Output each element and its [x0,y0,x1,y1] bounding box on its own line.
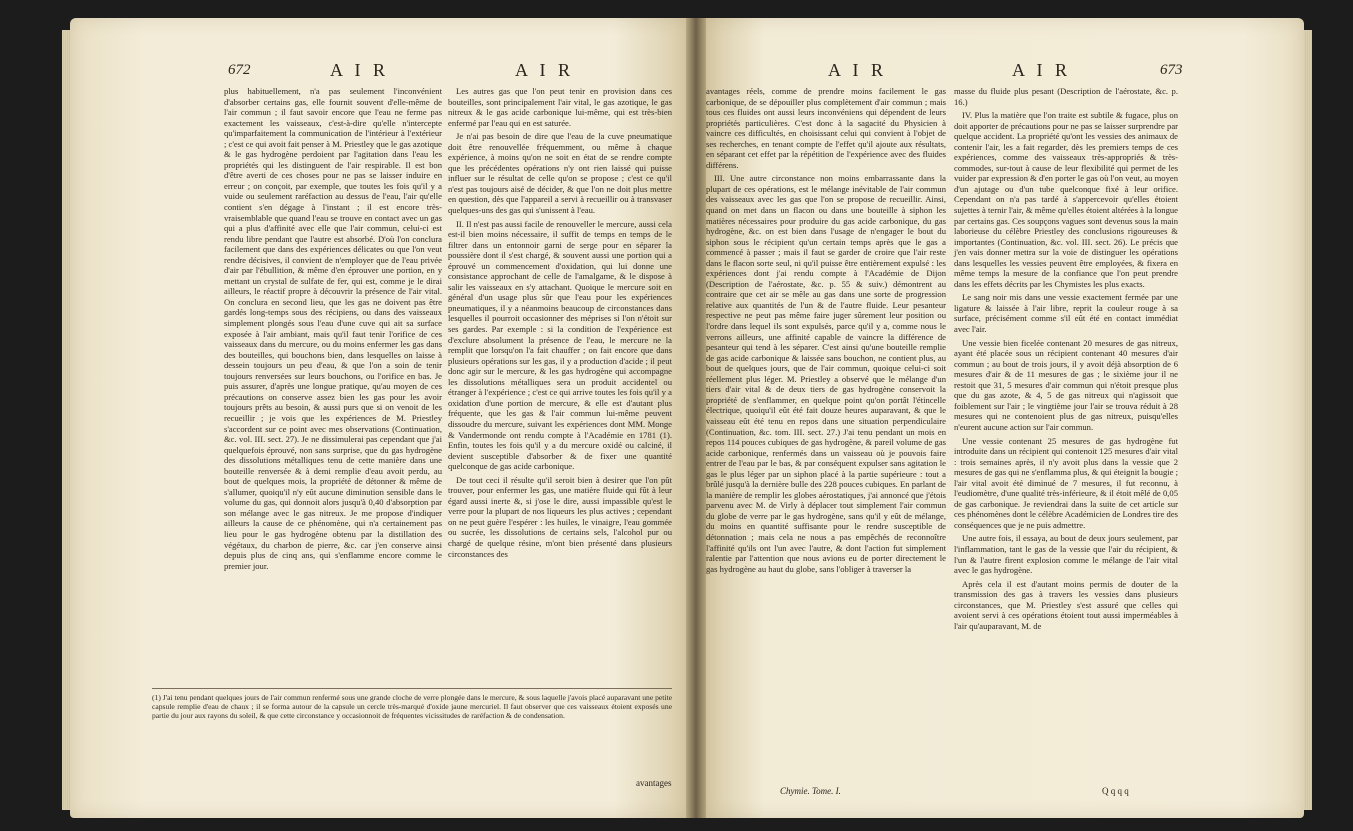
left-column-1 [224,86,442,686]
left-footnote: (1) J'ai tenu pendant quelques jours de l'air commun renfermé sous une grande cloche de verre plongée dans le mercure, & sous laquelle j'avois placé auparavant une petite capsule remplie d'eau de chaux ; il se forma autour de la capsule un cercle très-marqué d'oxide jaune mercuriel. Il faut observer que ces vaisseaux étoient exposés une partie du jour aux rayons du soleil, & que cette circonstance y occasionnoit de fréquentes vicissitudes de raréfaction & de condensation. [152,688,672,721]
left-page-number: 672 [228,62,251,78]
book-gutter [686,18,706,818]
paragraph: masse du fluide plus pesant (Description de l'aérostate, &c. p. 16.) [954,86,1178,107]
left-running-head-1: A I R [330,60,390,80]
paragraph: Une vessie bien ficelée contenant 20 mesures de gas nitreux, ayant été placée sous un récipient contenant 40 mesures d'air commun ; au bout de trois jours, il y avoit déjà absorption de 6 mesures d'air & de 11 mesures de gas ; le sixième jour il ne restoit que 31, 5 mesures d'air commun qui n'étoit presque plus que du gas azote, & 4, 5 de gas nitreux qui n'agissoit que foiblement sur l'air ; le vingtième jour l'air se trouva réduit à 28 mesures qui ne contenoient plus de gas nitreux, puisqu'elles n'eurent aucune action sur l'air commun. [954,337,1178,432]
paragraph: De tout ceci il résulte qu'il seroit bien à desirer que l'on pût trouver, pour enfermer les gas, une matière fluide qui fût à leur égard aussi inerte &, si j'ose le dire, aussi impassible qu'est le verre pour la plupart de nos liqueurs les plus actives ; cependant on ne peut guère l'espérer : les huiles, le vinaigre, l'eau gommée ou sucrée, les dissolutions de certains sels, l'alcohol pur ou chargé de quelque résine, m'ont bien présenté dans plusieurs circonstances des [448,474,672,559]
paragraph: Je n'ai pas besoin de dire que l'eau de la cuve pneumatique doit être renouvellée fréquemment, ou même à chaque expérience, à moins qu'on ne soit en état de se rendre compte que les précédentes opérations n'y ont rien laissé qui puisse influer sur le résultat de celle qu'on se propose ; c'est ce qu'il n'est pas toujours aisé de décider, & que l'on ne doit plus mettre en question, dès que l'appareil a servi à recueillir ou à transvaser quelques-uns des gas qui s'unissent à l'eau. [448,131,672,216]
paragraph: Le sang noir mis dans une vessie exactement fermée par une ligature & laissée à l'air libre, reprit la couleur rouge à sa surface, précisément comme s'il eût été en contact immédiat avec l'air. [954,292,1178,335]
paragraph: avantages réels, comme de prendre moins facilement le gas carbonique, de se dépouiller plus complètement d'air commun ; mais tous ces fluides ont aussi leurs inconvéniens qui dépendent de leurs propriétés particulières. C'est donc à la sagacité du Physicien à vaincre ces difficultés, en choisissant celui qui convient à l'objet de ses recherches, en tenant compte de l'effet qu'il ajoute aux résultats, en séparant cet effet par la répétition de l'expérience avec des fluides différens. [706,86,946,170]
right-page-number: 673 [1160,62,1183,78]
left-running-head-2: A I R [515,60,575,80]
right-column-1 [706,86,946,776]
signature-line: Chymie. Tome. I. [780,786,841,796]
right-running-head-1: A I R [828,60,888,80]
paragraph: Les autres gas que l'on peut tenir en provision dans ces bouteilles, sont principalement l'air vital, le gas azotique, le gas nitreux & le gas acide carbonique lui-même, qui est très-bien enfermé par l'eau qui en est saturée. [448,86,672,128]
left-catchword: avantages [636,778,672,788]
paragraph: plus habituellement, n'a pas seulement l'inconvénient d'absorber certains gas, elle fournit souvent d'elle-même de l'air commun ; il faut savoir encore que l'eau ne ferme pas exactement les vaisseaux, c'est-à-dire qu'elle n'intercepte qu'imparfaitement la communication de l'intérieur à l'extérieur ; c'est ce qui avoit fait penser à M. Priestley que le gas azotique & le gas hydrogène perdoient par l'agitation dans l'eau les propriétés qui les distinguent de l'air respirable. Il est bon d'être averti de ces choses pour ne pas se laisser induire en erreur ; on conçoit, par exemple, que toutes les fois qu'il y a vuide ou seulement raréfaction au dessus de l'eau, l'air qu'elle contient s'en dégage à l'instant ; il est encore très-vraisemblable que quand l'eau se trouve en contact avec un gas qui a plus d'affinité avec elle que l'air commun, celui-ci est rendu libre pendant que l'autre est absorbé. D'où l'on conclura facilement que dans des expériences délicates ou que l'on veut rendre décisives, il convient de n'employer que de l'eau privée d'air par l'ébullition, & même d'en éprouver une portion, en y mettant un crystal de sulfate de fer, qui est, comme je le dirai ailleurs, le réactif propre à découvrir la présence de l'air vital. On conclura en second lieu, que les gas ne doivent pas être gardés long-temps sous des récipiens, ou dans des vaisseaux simplement plongés sous l'eau d'une cuve qui ait sa surface exposée à l'air ambiant, mais qu'il faut tenir l'orifice de ces vaisseaux dans du mercure, ou du moins enfermer les gas dans des bouteilles, qui bouchons bien, dans lesquelles on laisse à dessein toujours un peu d'eau, & que l'on a soin de tenir toujours renversées sur leurs bouchons, ou l'orifice en bas. Je puis assurer, d'après une longue pratique, qu'au moyen de ces précautions on conserve assez bien les gas pour les avoir toujours prêts au besoin, & aussi purs que si on venoit de les recueillir ; je vois que les expériences de M. Priestley s'accordent sur ce point avec mes observations (Continuation, &c. vol. III. sect. 27). Je ne dissimulerai pas cependant que j'ai quelquefois éprouvé, non sans surprise, que du gas hydrogène des dissolutions métalliques tenu de cette manière dans une bouteille renversée & à demi remplie d'eau avoit perdu, au bout de quelques mois, la propriété de détonner & même de s'allumer, quoiqu'il n'y eût aucune diminution sensible dans le volume du gas, qui donnoit alors jusqu'à 0,40 d'absorption par son mélange avec le gas nitreux. Je me propose d'indiquer ailleurs la cause de ce phénomène, qui n'a certainement pas lieu pour le gas hydrogène obtenu par la distillation des végétaux, du charbon de pierre, &c. car j'en conserve ainsi depuis plus de cinq ans, qui s'enflamme encore comme le premier jour. [224,86,442,571]
paragraph: Une autre fois, il essaya, au bout de deux jours seulement, par l'inflammation, tant le gas de la vessie que l'air du récipient, & l'un & l'autre firent explosion comme le mélange de l'air vital avec le gas hydrogène. [954,533,1178,576]
paragraph: Après cela il est d'autant moins permis de douter de la transmission des gas à travers les vessies dans plusieurs circonstances, que M. Priestley s'est assuré que celles qui avoient servi à ces opérations étoient tout aussi imperméables à l'air qu'auparavant, M. de [954,578,1178,631]
paragraph: II. Il n'est pas aussi facile de renouveller le mercure, aussi cela est-il bien moins nécessaire, il suffit de temps en temps de le filtrer dans un entonnoir garni de serge pour en séparer la poussière dont il s'est chargé, & souvent aussi une portion qui a éprouvé un commencement d'oxidation, qui lui donne une consistance approchant de celle de l'amalgame, & le dispose à salir les vaisseaux en s'y attachant. Quoique le mercure soit en général d'un usage plus sûr que l'eau pour les expériences pneumatiques, il y a néanmoins beaucoup de circonstances dans lesquelles il pourroit occasionner des méprises si l'on n'étoit sur ses gardes. Par exemple : si la condition de l'expérience est d'exclure absolument la présence de l'eau, le mercure ne la remplit que lorsqu'on l'a fait chauffer ; on fait encore que dans plusieurs opérations sur les gas, il y a production d'acide ; il peut donc agir sur le mercure, & les gas hydrogène qui accompagne les dissolutions métalliques sera un produit accidentel ou étranger à l'expérience ; c'est ce qui arrive toutes les fois qu'il y a oxidation d'une portion de mercure, & elle est d'autant plus fréquente, que les gas & l'air commun lui-même peuvent dissoudre du mercure, suivant les expériences dont MM. Monge & Vandermonde ont rendu compte à l'Académie en 1781 (1). Enfin, toutes les fois qu'il y a du mercure oxidé ou calciné, il devient susceptible d'absorber & de fixer une quantité quelconque de gas acide carbonique. [448,218,672,472]
paragraph: III. Une autre circonstance non moins embarrassante dans la plupart de ces opérations, est le mélange inévitable de l'air commun des vaisseaux avec les gas que l'on se propose de recueillir. Ainsi, quand on met dans un flacon ou dans une bouteille à siphon les matières nécessaires pour produire du gas acide carbonique, du gas hydrogène, &c. on est bien dans l'usage de n'engager le bout du siphon sous le récipient qu'un certain temps après que le gas a commencé à passer ; mais il faut se garder de croire que l'air reste dans le flacon sorte seul, ni qu'il puisse être entièrement expulsé : les expériences dont j'ai rendu compte à l'Académie de Dijon (Description de l'aérostate, &c. p. 55 & suiv.) démontrent au contraire que cet air se mêle au gas dans une sorte de progression relative aux quantités de l'un & de l'autre fluide. Leur pesanteur respective ne peut pas même faire juger sûrement leur position ou l'ordre dans lequel ils sont expulsés, parce qu'il y a, comme nous le verrons ailleurs, une affinité capable de vaincre la différence de pesanteur qui tend à les séparer. C'est ainsi qu'une bouteille remplie de gas acide carbonique & laissée sans bouchon, ne contient plus, au bout de quelques jours, que de l'air commun, quoique celui-ci soit réellement plus léger. M. Priestley a observé que le mélange d'un tiers d'air vital & de deux tiers de gas hydrogène conservoit la propriété de s'enflammer, en quelque point qu'on portât l'étincelle électrique, quoiqu'il eût été fait douze heures auparavant, & que le vaisseau eût été tenu en repos dans une situation perpendiculaire (Continuation, &c. tom. III. sect. 27.) J'ai tenu pendant un mois en repos 114 pouces cubiques de gas hydrogène, & pareil volume de gas acide carbonique, renfermés dans un vaisseau où je pouvois faire entrer de l'eau par le bas, & par conséquent expulser sans agitation le gas le plus léger par un siphon placé à la partie supérieure : tout a brûlé jusqu'à la dernière bulle des 228 pouces cubiques. En parlant de la manière de remplir les globes aérostatiques, j'ai annoncé que j'étois parvenu avec M. de Virly à déplacer tout simplement l'air commun du globe de verre par le gas hydrogène, sans qu'il y eût de mélange, du moins en quantité suffisante pour le rendre susceptible de détonnation ; mais cela ne nous a pas empêchés de reconnoître l'affinité qu'ils ont l'un avec l'autre, & dont l'action fut simplement ralentie par l'attention que nous avions eu de porter directement le gas hydrogène au haut du globe, sans l'obliger à traverser la [706,173,946,574]
signature-mark: Q q q q [1102,786,1129,796]
left-column-2 [448,86,672,686]
paragraph: Une vessie contenant 25 mesures de gas hydrogène fut introduite dans un récipient qui contenoit 125 mesures d'air vital : trois semaines après, il n'y avoit plus dans la vessie que 2 mesures de gas qui ne s'enflamma plus, & qui éteignit la bougie ; l'air vital avoit été diminué de 7 mesures, il fut reconnu, à l'eudiomètre, d'une qualité très-inférieure, & il étoit mêlé de 0,05 de gas carbonique. Je reviendrai dans la suite de cet article sur ces phénomènes dont le célèbre Académicien de Londres tire des conséquences que je ne puis admettre. [954,435,1178,530]
paragraph: IV. Plus la matière que l'on traite est subtile & fugace, plus on doit apporter de précautions pour ne pas se laisser surprendre par quelque accident. La propriété qu'ont les vessies des animaux de contenir l'air, les a fait regarder, dès les premiers temps de ces expériences, comme des vaisseaux très-appropriés & très-commodes, sur-tout à cause de leur flexibilité qui permet de les vuider par expression & d'en porter le gas où l'on veut, au moyen d'un ajutage ou d'un tube quelconque fixé à leur orifice. Cependant on n'a pas tardé à s'appercevoir qu'elles étoient sujettes à ternir l'air, & même qu'elles étoient altérées à la longue par certains gas. Ces soupçons vagues sont devenus sous la main laborieuse du célèbre Priestley des conclusions rigoureuses & importantes (Continuation, &c. vol. III. sect. 26). Le précis que j'en vais donner mettra sur la voie de distinguer les opérations dans lesquelles les vessies peuvent être employées, & fixera en même temps la mesure de la confiance que l'on peut prendre dans les effets décrits par les Chymistes les plus exacts. [954,110,1178,289]
right-running-head-2: A I R [1012,60,1072,80]
right-column-2 [954,86,1178,786]
